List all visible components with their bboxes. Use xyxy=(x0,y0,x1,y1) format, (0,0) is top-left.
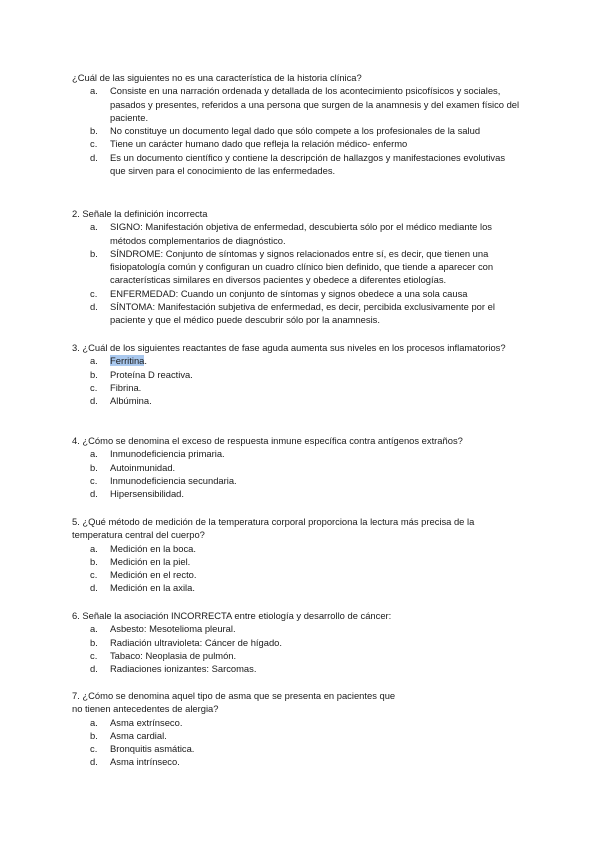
option-text: Es un documento científico y contiene la descripción de hallazgos y manifestaciones evolutivas que sirven para el conocimiento de las enfermedades. xyxy=(110,151,506,177)
option-marker: b. xyxy=(90,461,98,473)
option-marker: c. xyxy=(90,138,98,150)
option-d xyxy=(72,487,522,500)
option-marker: a. xyxy=(90,355,98,367)
option-text: Radiaciones ionizantes: Sarcomas. xyxy=(110,663,257,675)
option-c xyxy=(72,287,522,300)
question-line-2: no tienen antecedentes de alergia? xyxy=(72,703,219,715)
option-text: ENFERMEDAD: Cuando un conjunto de síntomas y signos obedece a una sola causa xyxy=(110,287,468,299)
option-text: Inmunodeficiencia primaria. xyxy=(110,448,225,460)
option-marker: a. xyxy=(90,448,98,460)
question-2 xyxy=(72,207,522,327)
option-c xyxy=(72,742,522,755)
option-text: Asbesto: Mesotelioma pleural. xyxy=(110,623,236,635)
option-c xyxy=(72,137,522,150)
option-a xyxy=(72,542,522,555)
option-marker: a. xyxy=(90,542,98,554)
option-text: Tiene un carácter humano dado que refleja la relación médico- enfermo xyxy=(110,138,408,150)
option-marker: a. xyxy=(90,221,98,233)
option-marker: d. xyxy=(90,756,98,768)
question-4 xyxy=(72,434,522,500)
option-marker: b. xyxy=(90,368,98,380)
option-b xyxy=(72,555,522,568)
question-text: 3. ¿Cuál de los siguientes reactantes de fase aguda aumenta sus niveles en los procesos inflamatorios? xyxy=(72,342,506,353)
option-text: Tabaco: Neoplasia de pulmón. xyxy=(110,649,237,661)
option-d xyxy=(72,662,522,675)
option-text: Hipersensibilidad. xyxy=(110,488,184,500)
option-marker: d. xyxy=(90,301,98,313)
option-marker: a. xyxy=(90,716,98,728)
options-list xyxy=(72,622,522,675)
option-d xyxy=(72,755,522,768)
option-marker: c. xyxy=(90,569,98,581)
question-text: 6. Señale la asociación INCORRECTA entre etiología y desarrollo de cáncer: xyxy=(72,610,392,621)
option-a xyxy=(72,84,522,124)
option-marker: c. xyxy=(90,381,98,393)
option-marker: b. xyxy=(90,555,98,567)
question-text xyxy=(72,689,522,716)
question-5 xyxy=(72,515,522,595)
question-text: 5. ¿Qué método de medición de la temperatura corporal proporciona la lectura más precisa de la temperatura central del cuerpo? xyxy=(72,516,475,541)
option-marker: b. xyxy=(90,636,98,648)
option-marker: b. xyxy=(90,247,98,259)
option-text: Bronquitis asmática. xyxy=(110,743,195,755)
option-a xyxy=(72,220,522,247)
option-d xyxy=(72,394,522,407)
question-7 xyxy=(72,689,522,769)
option-marker: c. xyxy=(90,743,98,755)
option-marker: d. xyxy=(90,488,98,500)
option-c xyxy=(72,649,522,662)
option-text: Medición en la axila. xyxy=(110,582,195,594)
option-text: Medición en la boca. xyxy=(110,542,196,554)
option-b xyxy=(72,368,522,381)
options-list xyxy=(72,542,522,595)
option-b xyxy=(72,461,522,474)
options-list xyxy=(72,84,522,177)
option-text: Asma intrínseco. xyxy=(110,756,180,768)
option-marker: b. xyxy=(90,729,98,741)
option-text: SÍNDROME: Conjunto de síntomas y signos relacionados entre sí, es decir, que tienen una fisiopatología común y configuran un cuadro clínico bien definido, que tiende a aparecer con características similares en diversos pacientes y obedece a diferentes etiologías. xyxy=(110,247,494,286)
option-text-highlighted[interactable]: Ferritina xyxy=(110,355,145,367)
option-text: SÍNTOMA: Manifestación subjetiva de enfermedad, es decir, percibida exclusivamente por el paciente y que el médico puede descubrir sólo por la anamnesis. xyxy=(110,301,495,326)
option-b xyxy=(72,247,522,287)
option-b xyxy=(72,729,522,742)
option-text: Albúmina. xyxy=(110,395,152,407)
option-text: Asma cardial. xyxy=(110,729,167,741)
option-text: Medición en la piel. xyxy=(110,555,191,567)
option-text: Fibrina. xyxy=(110,381,142,393)
question-1 xyxy=(72,71,522,177)
option-marker: d. xyxy=(90,663,98,675)
option-text: Radiación ultravioleta: Cáncer de hígado. xyxy=(110,636,282,648)
option-marker: c. xyxy=(90,649,98,661)
option-marker: b. xyxy=(90,125,98,137)
option-marker: c. xyxy=(90,474,98,486)
option-text: Consiste en una narración ordenada y detallada de los acontecimiento psicofísicos y sociales, pasados y presentes, referidos a una persona que surgen de la anamnesis y del examen físico del paciente. xyxy=(110,85,520,123)
question-6 xyxy=(72,609,522,675)
options-list xyxy=(72,354,522,407)
question-3 xyxy=(72,341,522,407)
option-c xyxy=(72,474,522,487)
option-marker: d. xyxy=(90,151,98,163)
option-b xyxy=(72,124,522,137)
option-text: No constituye un documento legal dado que sólo compete a los profesionales de la salud xyxy=(110,125,481,137)
options-list xyxy=(72,447,522,500)
option-a xyxy=(72,716,522,729)
option-b xyxy=(72,636,522,649)
question-line-1: 7. ¿Cómo se denomina aquel tipo de asma que se presenta en pacientes que xyxy=(72,690,396,701)
option-text: Asma extrínseco. xyxy=(110,716,183,728)
option-text: Proteína D reactiva. xyxy=(110,368,193,380)
option-marker: a. xyxy=(90,623,98,635)
question-text: 2. Señale la definición incorrecta xyxy=(72,208,208,219)
option-marker: d. xyxy=(90,395,98,407)
option-d xyxy=(72,581,522,594)
options-list xyxy=(72,220,522,326)
question-text: 4. ¿Cómo se denomina el exceso de respuesta inmune específica contra antígenos extraños? xyxy=(72,435,463,446)
option-c xyxy=(72,568,522,581)
option-marker: a. xyxy=(90,85,98,97)
option-d xyxy=(72,151,522,178)
option-d xyxy=(72,300,522,327)
option-text: SIGNO: Manifestación objetiva de enfermedad, descubierta sólo por el médico mediante los métodos complementarios de diagnóstico. xyxy=(110,221,492,246)
option-text: Autoinmunidad. xyxy=(110,461,176,473)
option-suffix: . xyxy=(144,355,147,367)
option-c xyxy=(72,381,522,394)
option-a xyxy=(72,354,522,367)
question-text: ¿Cuál de las siguientes no es una característica de la historia clínica? xyxy=(72,72,362,83)
option-text: Medición en el recto. xyxy=(110,569,197,581)
option-marker: d. xyxy=(90,582,98,594)
options-list xyxy=(72,716,522,769)
option-a xyxy=(72,447,522,460)
option-a xyxy=(72,622,522,635)
option-text: Inmunodeficiencia secundaria. xyxy=(110,474,237,486)
option-marker: c. xyxy=(90,287,98,299)
